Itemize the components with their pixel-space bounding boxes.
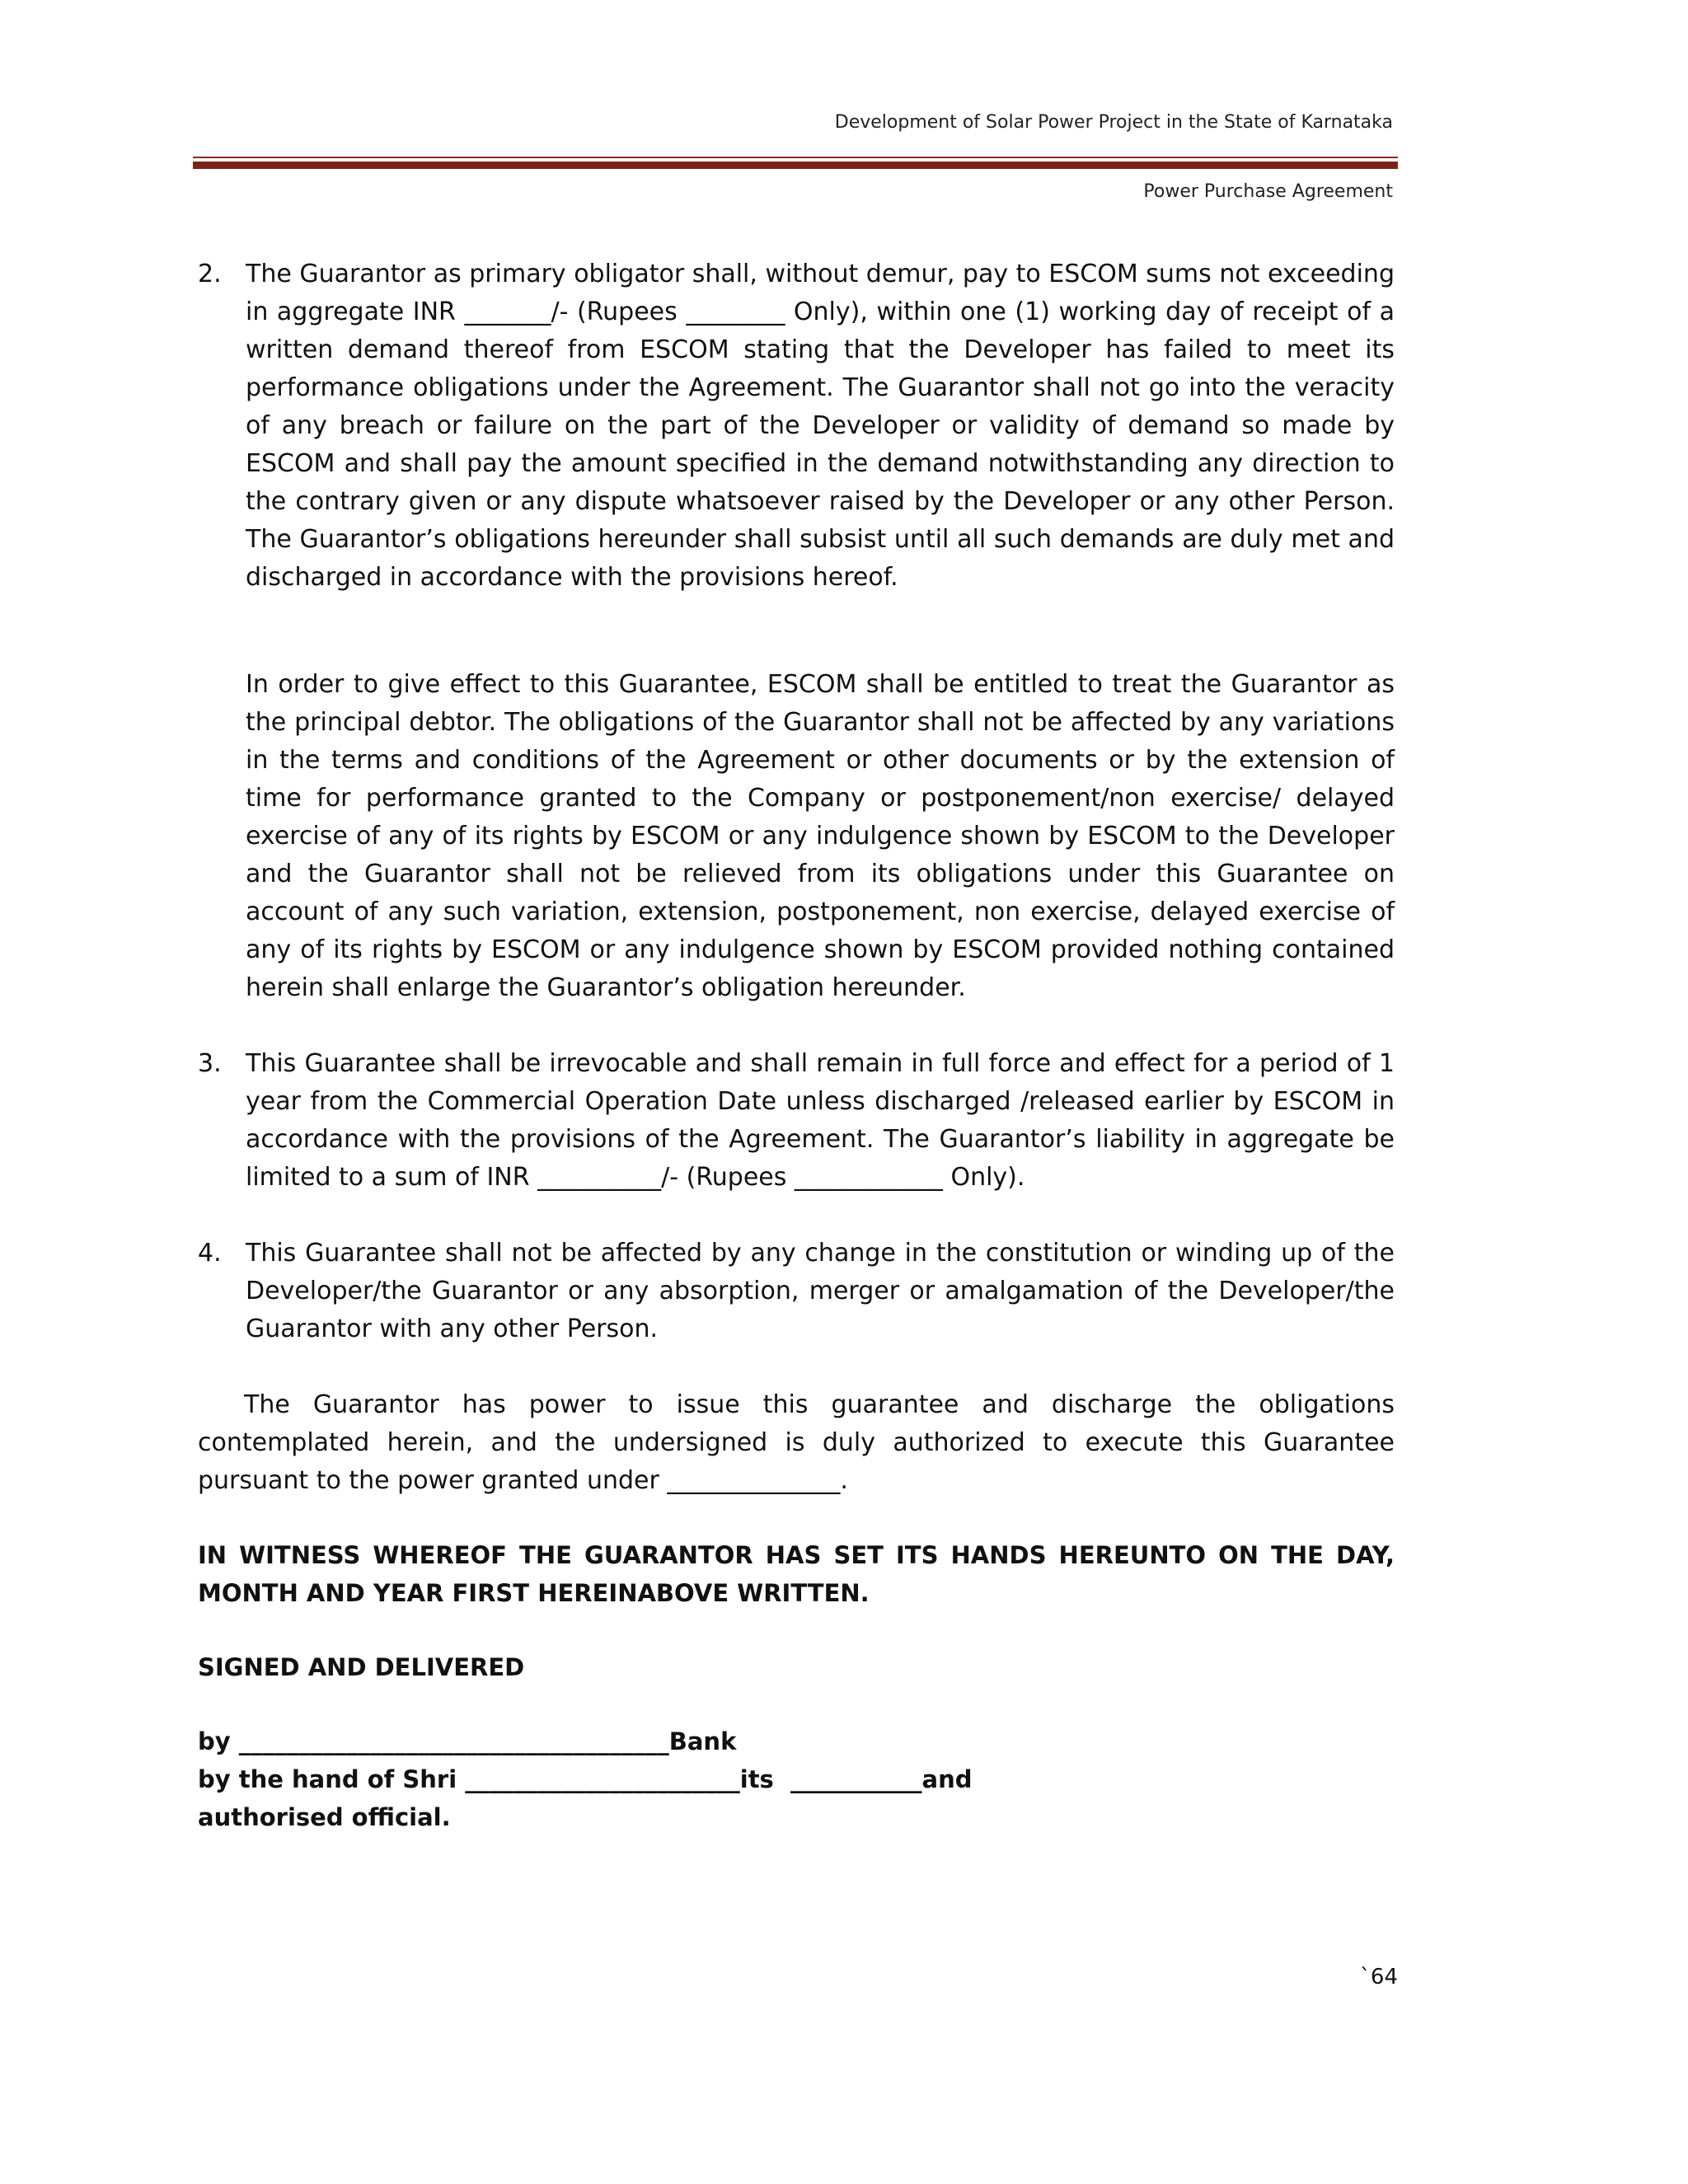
header-rule-thick — [193, 162, 1398, 169]
signed-heading: SIGNED AND DELIVERED — [198, 1653, 525, 1681]
clause-4 — [198, 1235, 1395, 1348]
clause-number: 2. — [198, 260, 222, 288]
clause-text: This Guarantee shall not be affected by any change in the constitution or winding up of the Developer/the Guarantor or any absorption, merger or amalgamation of the Developer/the Guarantor with any other Person. — [246, 1239, 1395, 1343]
clause-number: 3. — [198, 1049, 222, 1078]
signature-hand-line: by the hand of Shri _______________________its ___________and — [198, 1765, 973, 1793]
header-title: Development of Solar Power Project in the State of Karnataka — [834, 112, 1393, 133]
clause-number: 4. — [198, 1239, 222, 1268]
header-rule-thin — [193, 157, 1398, 158]
signature-block — [198, 1722, 1395, 1836]
document-body — [198, 255, 1395, 1836]
witness-statement: IN WITNESS WHEREOF THE GUARANTOR HAS SET ITS HANDS HEREUNTO ON THE DAY, MONTH AND YEAR FIRST HEREINABOVE WRITTEN. — [198, 1541, 1395, 1607]
page-number: `64 — [1359, 1965, 1398, 1990]
clause-2-continuation: In order to give effect to this Guarantee, ESCOM shall be entitled to treat the Guarantor as the principal debtor. The obligations of the Guarantor shall not be affected by any variations in the terms and conditions of the Agreement or other documents or by the extension of time for performance granted to the Company or postponement/non exercise/ delayed exercise of any of its rights by ESCOM or any indulgence shown by ESCOM to the Developer and the Guarantor shall not be relieved from its obligations under this Guarantee on account of any such variation, extension, postponement, non exercise, delayed exercise of any of its rights by ESCOM or any indulgence shown by ESCOM provided nothing contained herein shall enlarge the Guarantor’s obligation hereunder. — [246, 670, 1395, 1002]
signature-official-line: authorised official. — [198, 1803, 451, 1831]
power-paragraph: The Guarantor has power to issue this guarantee and discharge the obligations contemplated herein, and the undersigned is duly authorized to execute this Guarantee pursuant to the power granted under ______________. — [198, 1390, 1395, 1495]
header-subtitle: Power Purchase Agreement — [1143, 181, 1393, 202]
clause-2 — [198, 255, 1395, 597]
signature-bank-line: by ____________________________________Bank — [198, 1727, 737, 1755]
clause-3 — [198, 1045, 1395, 1197]
clause-text: The Guarantor as primary obligator shall, without demur, pay to ESCOM sums not exceeding in aggregate INR _______/- (Rupees ________ Only), within one (1) working day of receipt of a written demand thereof from ESCOM stating that the Developer has failed to meet its performance obligations under the Agreement. The Guarantor shall not go into the veracity of any breach or failure on the part of the Developer or validity of demand so made by ESCOM and shall pay the amount specified in the demand notwithstanding any direction to the contrary given or any dispute whatsoever raised by the Developer or any other Person. The Guarantor’s obligations hereunder shall subsist until all such demands are duly met and discharged in accordance with the provisions hereof. — [246, 260, 1395, 592]
clause-text: This Guarantee shall be irrevocable and shall remain in full force and effect for a period of 1 year from the Commercial Operation Date unless discharged /released earlier by ESCOM in accordance with the provisions of the Agreement. The Guarantor’s liability in aggregate be limited to a sum of INR __________/- (Rupees ____________ Only). — [246, 1049, 1395, 1192]
